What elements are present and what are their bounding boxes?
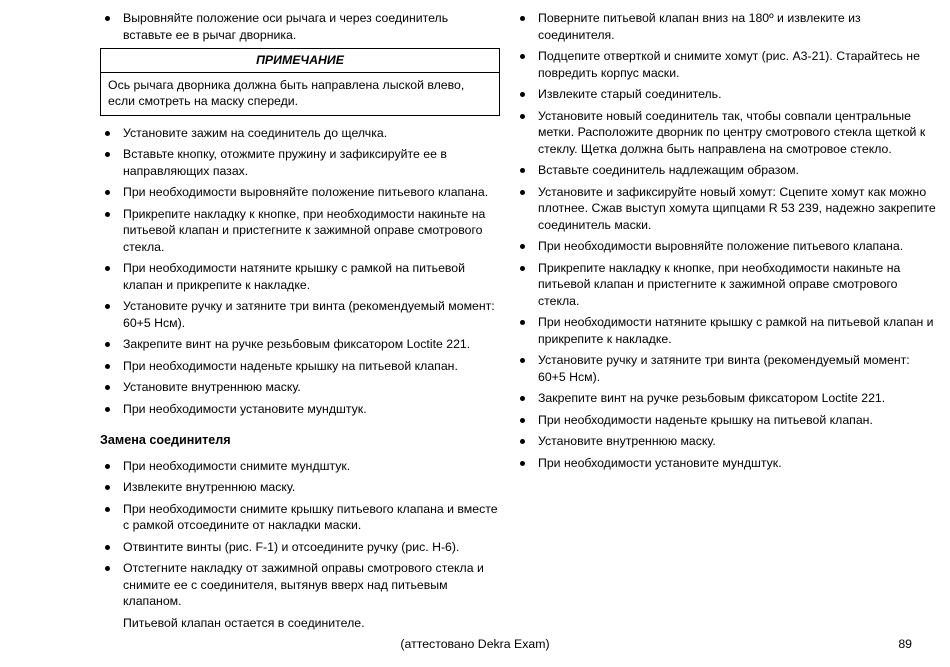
document-page — [100, 10, 937, 631]
list-item-text: Прикрепите накладку к кнопке, при необходимости накиньте на питьевой клапан и пристегните к зажимной оправе смотрового стекла. — [538, 260, 901, 308]
bullet-icon — [105, 342, 110, 347]
list-item-text: Закрепите винт на ручке резьбовым фиксатором Loctite 221. — [123, 337, 471, 351]
list-item — [100, 401, 500, 418]
bullet-icon — [520, 190, 525, 195]
bullet-icon — [520, 16, 525, 21]
list-item — [515, 390, 937, 407]
list-item-text: Подцепите отверткой и снимите хомут (рис. A3-21). Старайтесь не повредить корпус маски. — [538, 49, 920, 80]
list-item — [100, 379, 500, 396]
assembly-bullet-list — [100, 125, 500, 418]
bullet-icon — [105, 304, 110, 309]
bullet-icon — [520, 244, 525, 249]
page-number: 89 — [898, 636, 912, 651]
section-bullet-list — [100, 458, 500, 610]
list-item-text: Установите внутреннюю маску. — [123, 380, 301, 394]
continuation-text: Питьевой клапан остается в соединителе. — [123, 615, 365, 630]
bullet-icon — [105, 266, 110, 271]
bullet-icon — [105, 364, 110, 369]
list-item — [515, 108, 937, 158]
list-item — [515, 48, 937, 81]
section-heading: Замена соединителя — [100, 433, 231, 447]
list-item — [100, 146, 500, 179]
list-item — [100, 358, 500, 375]
list-item — [100, 298, 500, 331]
list-item — [100, 10, 500, 43]
list-item-text: Установите ручку и затяните три винта (рекомендуемый момент: 60+5 Нсм). — [538, 353, 910, 384]
list-item-text: Выровняйте положение оси рычага и через соединитель вставьте ее в рычаг дворника. — [123, 11, 449, 42]
page-footer — [0, 636, 950, 653]
right-bullet-list — [515, 10, 937, 471]
bullet-icon — [105, 485, 110, 490]
list-item-text: При необходимости снимите мундштук. — [123, 458, 351, 473]
bullet-icon — [520, 320, 525, 325]
list-item — [100, 479, 500, 496]
list-item-text: Прикрепите накладку к кнопке, при необходимости накиньте на питьевой клапан и пристегните к зажимной оправе смотрового стекла. — [123, 206, 486, 254]
list-item — [515, 352, 937, 385]
list-item — [515, 162, 937, 179]
list-item-text: Отстегните накладку от зажимной оправы смотрового стекла и снимите ее с соединителя, вытянув вверх над питьевым клапаном. — [123, 561, 484, 608]
bullet-icon — [520, 461, 525, 466]
list-item — [100, 560, 500, 610]
list-item-text: Установите новый соединитель так, чтобы совпали центральные метки. Расположите дворник по центру смотрового стекла щеткой к стеклу. Щетка должна быть направлена на смотровое стекло. — [538, 108, 926, 156]
list-item-text: При необходимости снимите крышку питьевого клапана и вместе с рамкой отсоедините от накладки маски. — [123, 501, 498, 532]
note-body: Ось рычага дворника должна быть направлена лыской влево, если смотреть на маску спереди. — [108, 77, 465, 108]
list-item — [100, 501, 500, 534]
list-item-text: Закрепите винт на ручке резьбовым фиксатором Loctite 221. — [538, 391, 886, 405]
list-item-text: Извлеките внутреннюю маску. — [123, 480, 296, 494]
list-item — [515, 412, 937, 429]
bullet-icon — [105, 464, 110, 469]
list-item-text: Установите внутреннюю маску. — [538, 434, 716, 448]
bullet-icon — [520, 396, 525, 401]
list-item-text: Извлеките старый соединитель. — [538, 87, 722, 101]
list-item — [100, 125, 500, 142]
bullet-icon — [105, 566, 110, 571]
list-item-text: При необходимости установите мундштук. — [538, 455, 782, 470]
bullet-icon — [520, 266, 525, 271]
bullet-icon — [105, 190, 110, 195]
note-box — [100, 48, 500, 116]
list-item-text: Установите зажим на соединитель до щелчка. — [123, 125, 388, 140]
bullet-icon — [520, 168, 525, 173]
list-item — [100, 458, 500, 475]
list-item-text: При необходимости натяните крышку с рамкой на питьевой клапан и прикрепите к накладке. — [123, 261, 466, 292]
bullet-icon — [105, 152, 110, 157]
right-column — [515, 10, 937, 631]
bullet-icon — [520, 439, 525, 444]
bullet-icon — [520, 92, 525, 97]
list-item-text: При необходимости наденьте крышку на питьевой клапан. — [538, 412, 873, 427]
list-item-text: Вставьте кнопку, отожмите пружину и зафиксируйте ее в направляющих пазах. — [123, 147, 447, 178]
list-item — [515, 455, 937, 472]
list-item — [515, 86, 937, 103]
bullet-icon — [105, 507, 110, 512]
bullet-icon — [520, 418, 525, 423]
list-item — [100, 539, 500, 556]
list-item — [515, 260, 937, 310]
list-item — [515, 10, 937, 43]
bullet-icon — [520, 54, 525, 59]
list-item-text: Отвинтите винты (рис. F-1) и отсоедините ручку (рис. H-6). — [123, 539, 460, 554]
footer-attestation: (аттестовано Dekra Exam) — [400, 636, 550, 651]
bullet-icon — [105, 385, 110, 390]
list-item-text: При необходимости наденьте крышку на питьевой клапан. — [123, 358, 458, 373]
intro-bullet-list — [100, 10, 500, 43]
bullet-icon — [105, 212, 110, 217]
bullet-icon — [105, 407, 110, 412]
list-item — [515, 433, 937, 450]
list-item-text: При необходимости выровняйте положение питьевого клапана. — [538, 239, 904, 253]
list-item-text: При необходимости выровняйте положение питьевого клапана. — [123, 185, 489, 199]
list-item — [100, 260, 500, 293]
bullet-icon — [105, 545, 110, 550]
list-item-text: Установите и зафиксируйте новый хомут: Сцепите хомут как можно плотнее. Сжав выступ хомута щипцами R 53 239, надежно закрепите соединитель маски. — [538, 184, 936, 232]
list-item — [515, 184, 937, 234]
bullet-icon — [105, 16, 110, 21]
list-item-text: Вставьте соединитель надлежащим образом. — [538, 163, 799, 177]
bullet-icon — [520, 358, 525, 363]
list-item-text: Установите ручку и затяните три винта (рекомендуемый момент: 60+5 Нсм). — [123, 299, 495, 330]
note-title: ПРИМЕЧАНИЕ — [101, 49, 499, 73]
list-item — [100, 336, 500, 353]
list-item-text: При необходимости натяните крышку с рамкой на питьевой клапан и прикрепите к накладке. — [538, 315, 934, 346]
bullet-icon — [520, 114, 525, 119]
list-item — [515, 314, 937, 347]
list-item — [100, 206, 500, 256]
list-item-text: При необходимости установите мундштук. — [123, 401, 367, 416]
list-item — [515, 238, 937, 255]
list-item — [100, 184, 500, 201]
bullet-icon — [105, 131, 110, 136]
left-column — [100, 10, 500, 631]
list-item-text: Поверните питьевой клапан вниз на 180º и извлеките из соединителя. — [538, 11, 861, 42]
